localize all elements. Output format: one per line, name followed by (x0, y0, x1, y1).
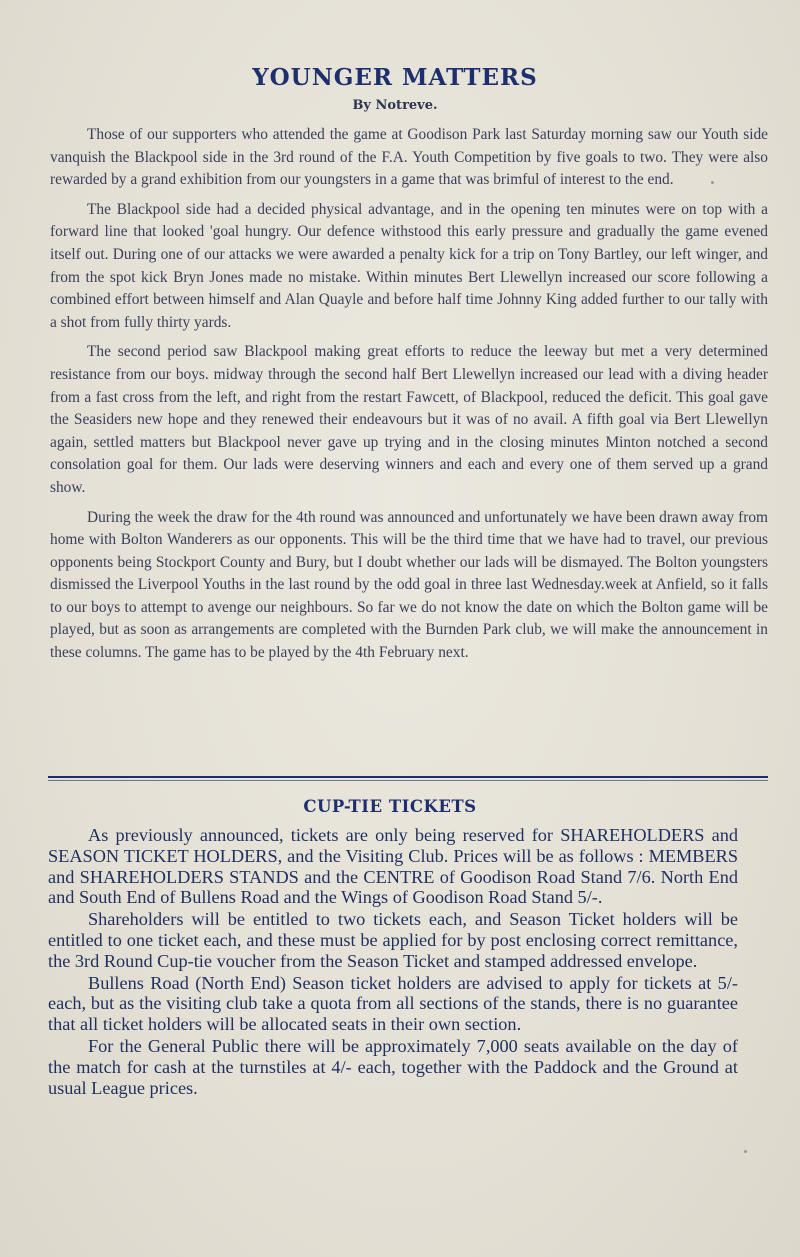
tickets-paragraph: Bullens Road (North End) Season ticket holders are advised to apply for tickets at 5/- each, but as the visiting club take a quota from all sections of the stands, there is no guarantee that all ticket holders will be allocated seats in their own section. (48, 972, 738, 1035)
paper-speck (711, 181, 714, 184)
tickets-paragraph: Shareholders will be entitled to two tickets each, and Season Ticket holders will be entitled to one ticket each, and these must be applied for by post enclosing correct remittance, the 3rd Round Cup-tie voucher from the Season Ticket and stamped addressed envelope. (48, 909, 738, 971)
article-byline: By Notreve. (352, 98, 438, 113)
article-body (50, 124, 768, 672)
tickets-paragraph: As previously announced, tickets are only being reserved for SHAREHOLDERS and SEASON TICKET HOLDERS, and the Visiting Club. Prices will be as follows : MEMBERS and SHAREHOLDERS STANDS and the CENTRE of Goodison Road Stand 7/6. North End and South End of Bullens Road and the Wings of Goodison Road Stand 5/-. (48, 825, 738, 908)
tickets-heading: CUP-TIE TICKETS (303, 797, 477, 816)
article-paragraph: Those of our supporters who attended the game at Goodison Park last Saturday morning saw our Youth side vanquish the Blackpool side in the 3rd round of the F.A. Youth Competition by five goals to two. They were also rewarded by a grand exhibition from our youngsters in a game that was brimful of interest to the end. (50, 126, 768, 189)
section-divider (48, 776, 768, 781)
paper-speck (744, 1150, 747, 1153)
article-title: YOUNGER MATTERS (252, 64, 538, 91)
article-paragraph: The second period saw Blackpool making great efforts to reduce the leeway but met a very determined resistance from our boys. midway through the second half Bert Llewellyn increased our lead with a diving header from a fast cross from the left, and right from the restart Fawcett, of Blackpool, reduced the deficit. This goal gave the Seasiders new hope and they renewed their endeavours but it was of no avail. A fifth goal via Bert Llewellyn again, settled matters but Blackpool never gave up trying and in the closing minutes Minton notched a second consolation goal for them. Our lads were deserving winners and each and every one of them served up a grand show. (50, 343, 768, 496)
article-paragraph: The Blackpool side had a decided physical advantage, and in the opening ten minutes were on top with a forward line that looked 'goal hungry. Our defence withstood this early pressure and gradually the game evened itself out. During one of our attacks we were awarded a penalty kick for a trip on Tony Bartley, our left winger, and from the spot kick Bryn Jones made no mistake. Within minutes Bert Llewellyn increased our score following a combined effort between himself and Alan Quayle and before half time Johnny King added further to our tally with a shot from fully thirty yards. (50, 200, 768, 331)
tickets-body (48, 825, 738, 1099)
tickets-paragraph: For the General Public there will be approximately 7,000 seats available on the day of the match for cash at the turnstiles at 4/- each, together with the Paddock and the Ground at usual League prices. (48, 1035, 738, 1098)
article-paragraph: During the week the draw for the 4th round was announced and unfortunately we have been drawn away from home with Bolton Wanderers as our opponents. This will be the third time that we have had to travel, our previous opponents being Stockport County and Bury, but I doubt whether our lads will be dismayed. The Bolton youngsters dismissed the Liverpool Youths in the last round by the odd goal in three last Wednesday.week at Anfield, so it falls to our boys to attempt to avenge our neighbours. So far we do not know the date on which the Bolton game will be played, but as soon as arrangements are completed with the Burnden Park club, we will make the announcement in these columns. The game has to be played by the 4th February next. (50, 508, 768, 662)
